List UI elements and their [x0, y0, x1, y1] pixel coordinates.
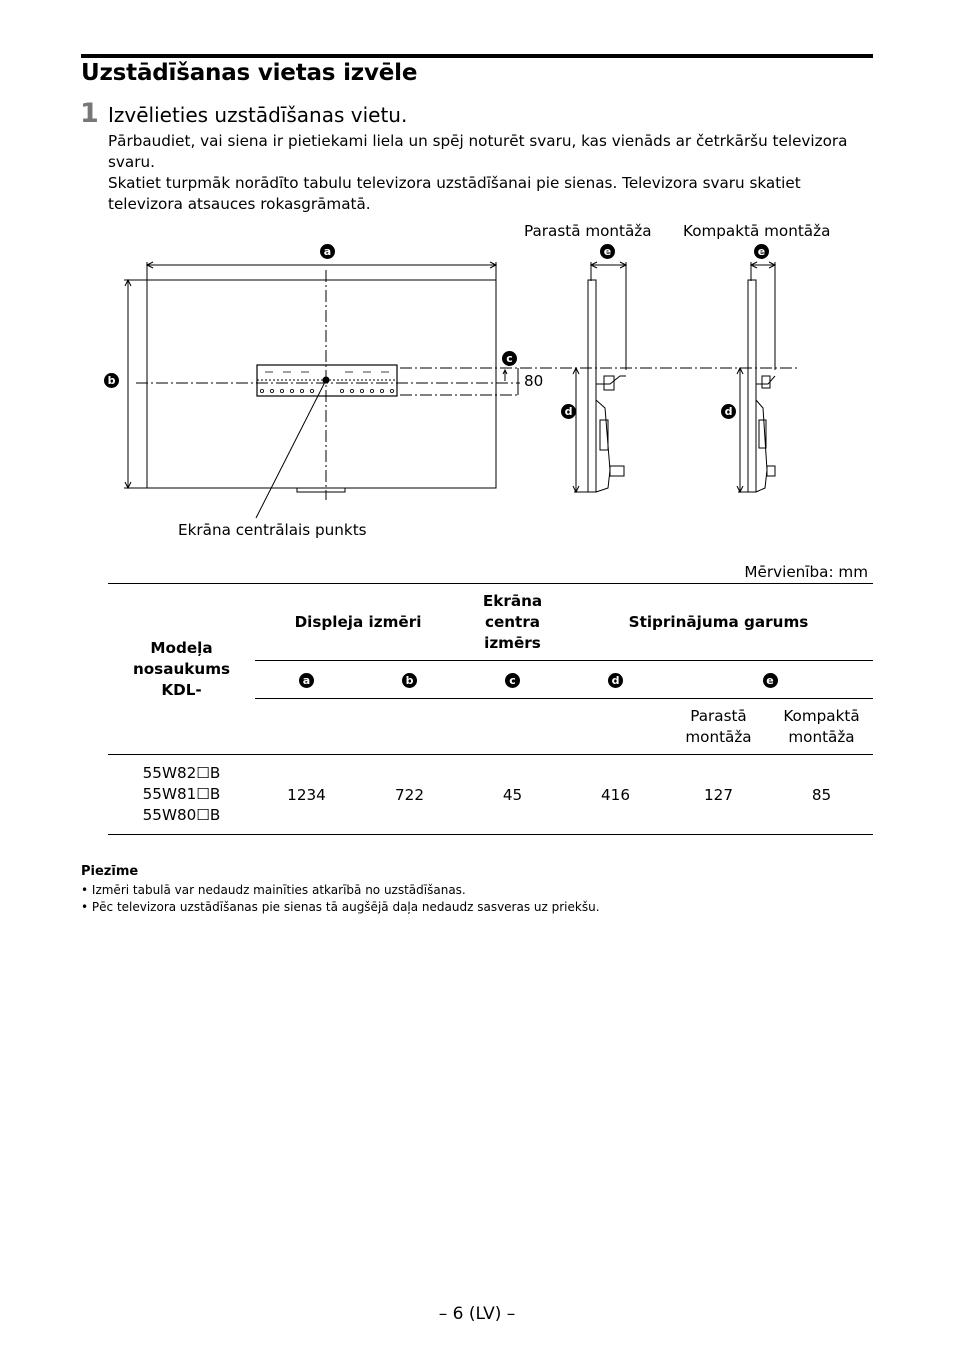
wall-mount-diagram: [0, 0, 954, 560]
note-item-2: • Pēc televizora uzstādīšanas pie sienas tā augšējā daļa nedaudz sasveras uz priekšu.: [81, 900, 600, 914]
header-center: Ekrāna centra izmērs: [482, 591, 543, 652]
marker-c-icon: c: [502, 351, 517, 366]
model-3: 55W80☐B: [142, 806, 221, 824]
value-c: 45: [502, 785, 523, 804]
page-number: – 6 (LV) –: [438, 1304, 516, 1324]
marker-b-icon: b: [104, 373, 119, 388]
table-row: [108, 755, 873, 835]
unit-label: Mērvienība: mm: [744, 563, 868, 581]
col-c-icon: c: [505, 673, 520, 688]
sub-normal: Parastā montāža: [685, 706, 752, 746]
model-2: 55W81☐B: [142, 785, 221, 803]
sub-compact: Kompaktā montāža: [783, 706, 860, 746]
center-leader-line: [256, 380, 326, 518]
label-normal-mount: Parastā montāža: [524, 222, 652, 240]
marker-d-normal-icon: d: [561, 404, 576, 419]
step-title: Izvēlieties uzstādīšanas vietu.: [108, 103, 408, 127]
tv-stand-stub: [297, 488, 345, 492]
label-dim-80: 80: [524, 372, 544, 390]
marker-e-normal-icon: e: [600, 244, 615, 259]
col-b-icon: b: [402, 673, 417, 688]
page-heading: Uzstādīšanas vietas izvēle: [81, 60, 418, 86]
step-paragraph-2: Skatiet turpmāk norādīto tabulu televizora uzstādīšanai pie sienas. Televizora svaru skatiet televizora atsauces rokasgrāmatā.: [108, 174, 801, 213]
header-model: Modeļa nosaukums KDL-: [132, 638, 231, 699]
dimensions-table: [108, 583, 873, 835]
note-title: Piezīme: [81, 864, 139, 879]
note-item-1: • Izmēri tabulā var nedaudz mainīties atkarībā no uzstādīšanas.: [81, 883, 466, 897]
side-view-normal: [573, 262, 626, 492]
value-b: 722: [395, 785, 424, 804]
marker-d-compact-icon: d: [721, 404, 736, 419]
value-e-normal: 127: [704, 785, 733, 804]
marker-a-icon: a: [320, 244, 335, 259]
value-e-compact: 85: [811, 785, 832, 804]
label-compact-mount: Kompaktā montāža: [683, 222, 831, 240]
header-display: Displeja izmēri: [294, 613, 422, 631]
model-1: 55W82☐B: [142, 764, 221, 782]
col-d-icon: d: [608, 673, 623, 688]
tv-front-outline: [147, 280, 496, 488]
marker-e-compact-icon: e: [754, 244, 769, 259]
side-view-compact: [737, 262, 775, 492]
step-paragraph-1: Pārbaudiet, vai siena ir pietiekami liela un spēj noturēt svaru, kas vienāds ar četrkāršu televizora svaru.: [108, 132, 848, 171]
step-number: 1: [80, 98, 99, 129]
value-d: 416: [601, 785, 630, 804]
value-a: 1234: [287, 785, 326, 804]
label-screen-center: Ekrāna centrālais punkts: [178, 521, 367, 539]
header-bracket: Stiprinājuma garums: [628, 613, 809, 631]
col-a-icon: a: [299, 673, 314, 688]
col-e-icon: e: [763, 673, 778, 688]
